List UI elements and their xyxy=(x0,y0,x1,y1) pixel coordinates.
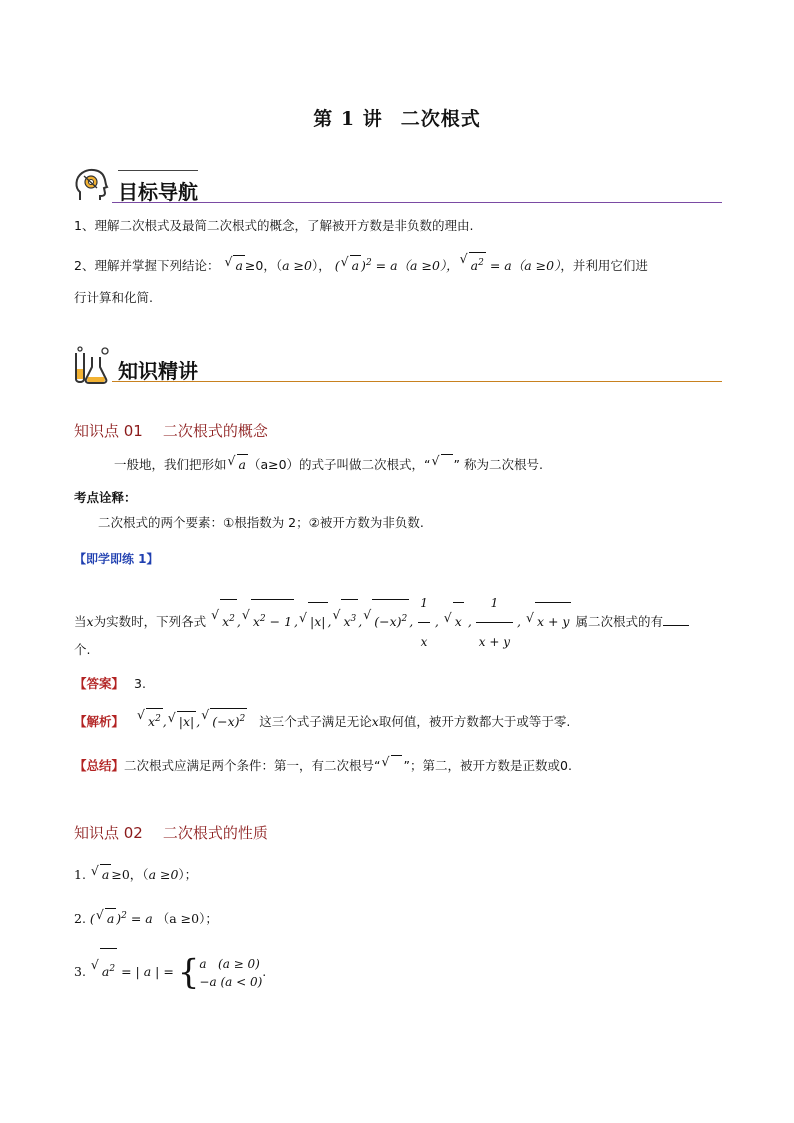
explain-text: 二次根式的两个要素：①根指数为 2；②被开方数为非负数. xyxy=(98,515,424,530)
section-label: 知识精讲 xyxy=(118,359,198,383)
summary-row: 【总结】二次根式应满足两个条件：第一，有二次根号“√ ”；第二，被开方数是正数或0. xyxy=(74,755,572,776)
property-2: 2. (√ a )$^2$ = a （a ≥0）； xyxy=(74,906,218,929)
section-divider xyxy=(112,202,722,203)
practice-label: 【即学即练 1】 xyxy=(74,552,159,566)
section-header-topline xyxy=(118,170,198,171)
property-3: 3. √ $a^2$ = | a | = { a (a ≥ 0) −a (a < 0) . xyxy=(74,948,266,992)
flask-icon xyxy=(72,345,112,385)
goal-item-2-continued: 行计算和化简. xyxy=(74,290,153,305)
goal-item-2: 2、理解并掌握下列结论： √ a ≥0，（a ≥0）， (√ a )$^2$ = a（a ≥0），√ $a^2 = a(a \ge 0)$，并利用它们进 xyxy=(74,252,648,276)
knowledge-point-01-heading: 知识点 01 二次根式的概念 xyxy=(74,422,268,440)
practice-question-line2: 个. xyxy=(74,642,91,657)
section-header-knowledge xyxy=(72,345,722,385)
analysis-row: 【解析】 √ $x^2$ ,√ |x| ,√ $(-x)^2$ 这三个式子满足无论x取何值，被开方数都大于或等于零. xyxy=(74,708,570,732)
page-title xyxy=(0,104,794,131)
expression-list: √ $x^2$ ,√ $x^2 - 1$ ,√ |x| ,√ $x^3$ ,√ $(-x)^2$ , $\frac{1}{x}$ , √ x , $\frac{1}{x + y}$ , √ x + y xyxy=(210,614,571,629)
property-1: 1. √ a ≥0，（a ≥0）； xyxy=(74,864,197,885)
goal-item-1: 1、理解二次根式及最简二次根式的概念，了解被开方数是非负数的理由. xyxy=(74,218,474,233)
analysis-expressions: √ $x^2$ ,√ |x| ,√ $(-x)^2$ xyxy=(136,714,247,729)
section-label: 目标导航 xyxy=(118,180,198,204)
lesson-topic: 二次根式 xyxy=(400,108,481,130)
practice-question: 当x为实数时，下列各式 √ $x^2$ ,√ $x^2 - 1$ ,√ |x| ,√ $x^3$ ,√ $(-x)^2$ , $\frac{1}{x}$ , √ x , $\frac{1}{x + y}$ , √ x + y 属二次根式的有 xyxy=(74,584,689,661)
head-target-icon xyxy=(72,166,112,206)
section-divider xyxy=(112,381,722,382)
answer-blank xyxy=(663,625,689,626)
definition-text: 一般地，我们把形如√ a （a≥0）的式子叫做二次根式，“√ ” 称为二次根号. xyxy=(114,454,543,475)
formula-sqrt-a-squared: (√ a )$^2$ = a（a ≥0），√ $a^2 = a(a \ge 0)$ xyxy=(335,258,561,273)
answer-row: 【答案】 3. xyxy=(74,676,146,691)
section-header-goals xyxy=(72,166,722,206)
lesson-number: 第 1 讲 xyxy=(313,108,383,130)
knowledge-point-02-heading: 知识点 02 二次根式的性质 xyxy=(74,824,268,842)
explain-label: 考点诠释： xyxy=(74,490,137,505)
